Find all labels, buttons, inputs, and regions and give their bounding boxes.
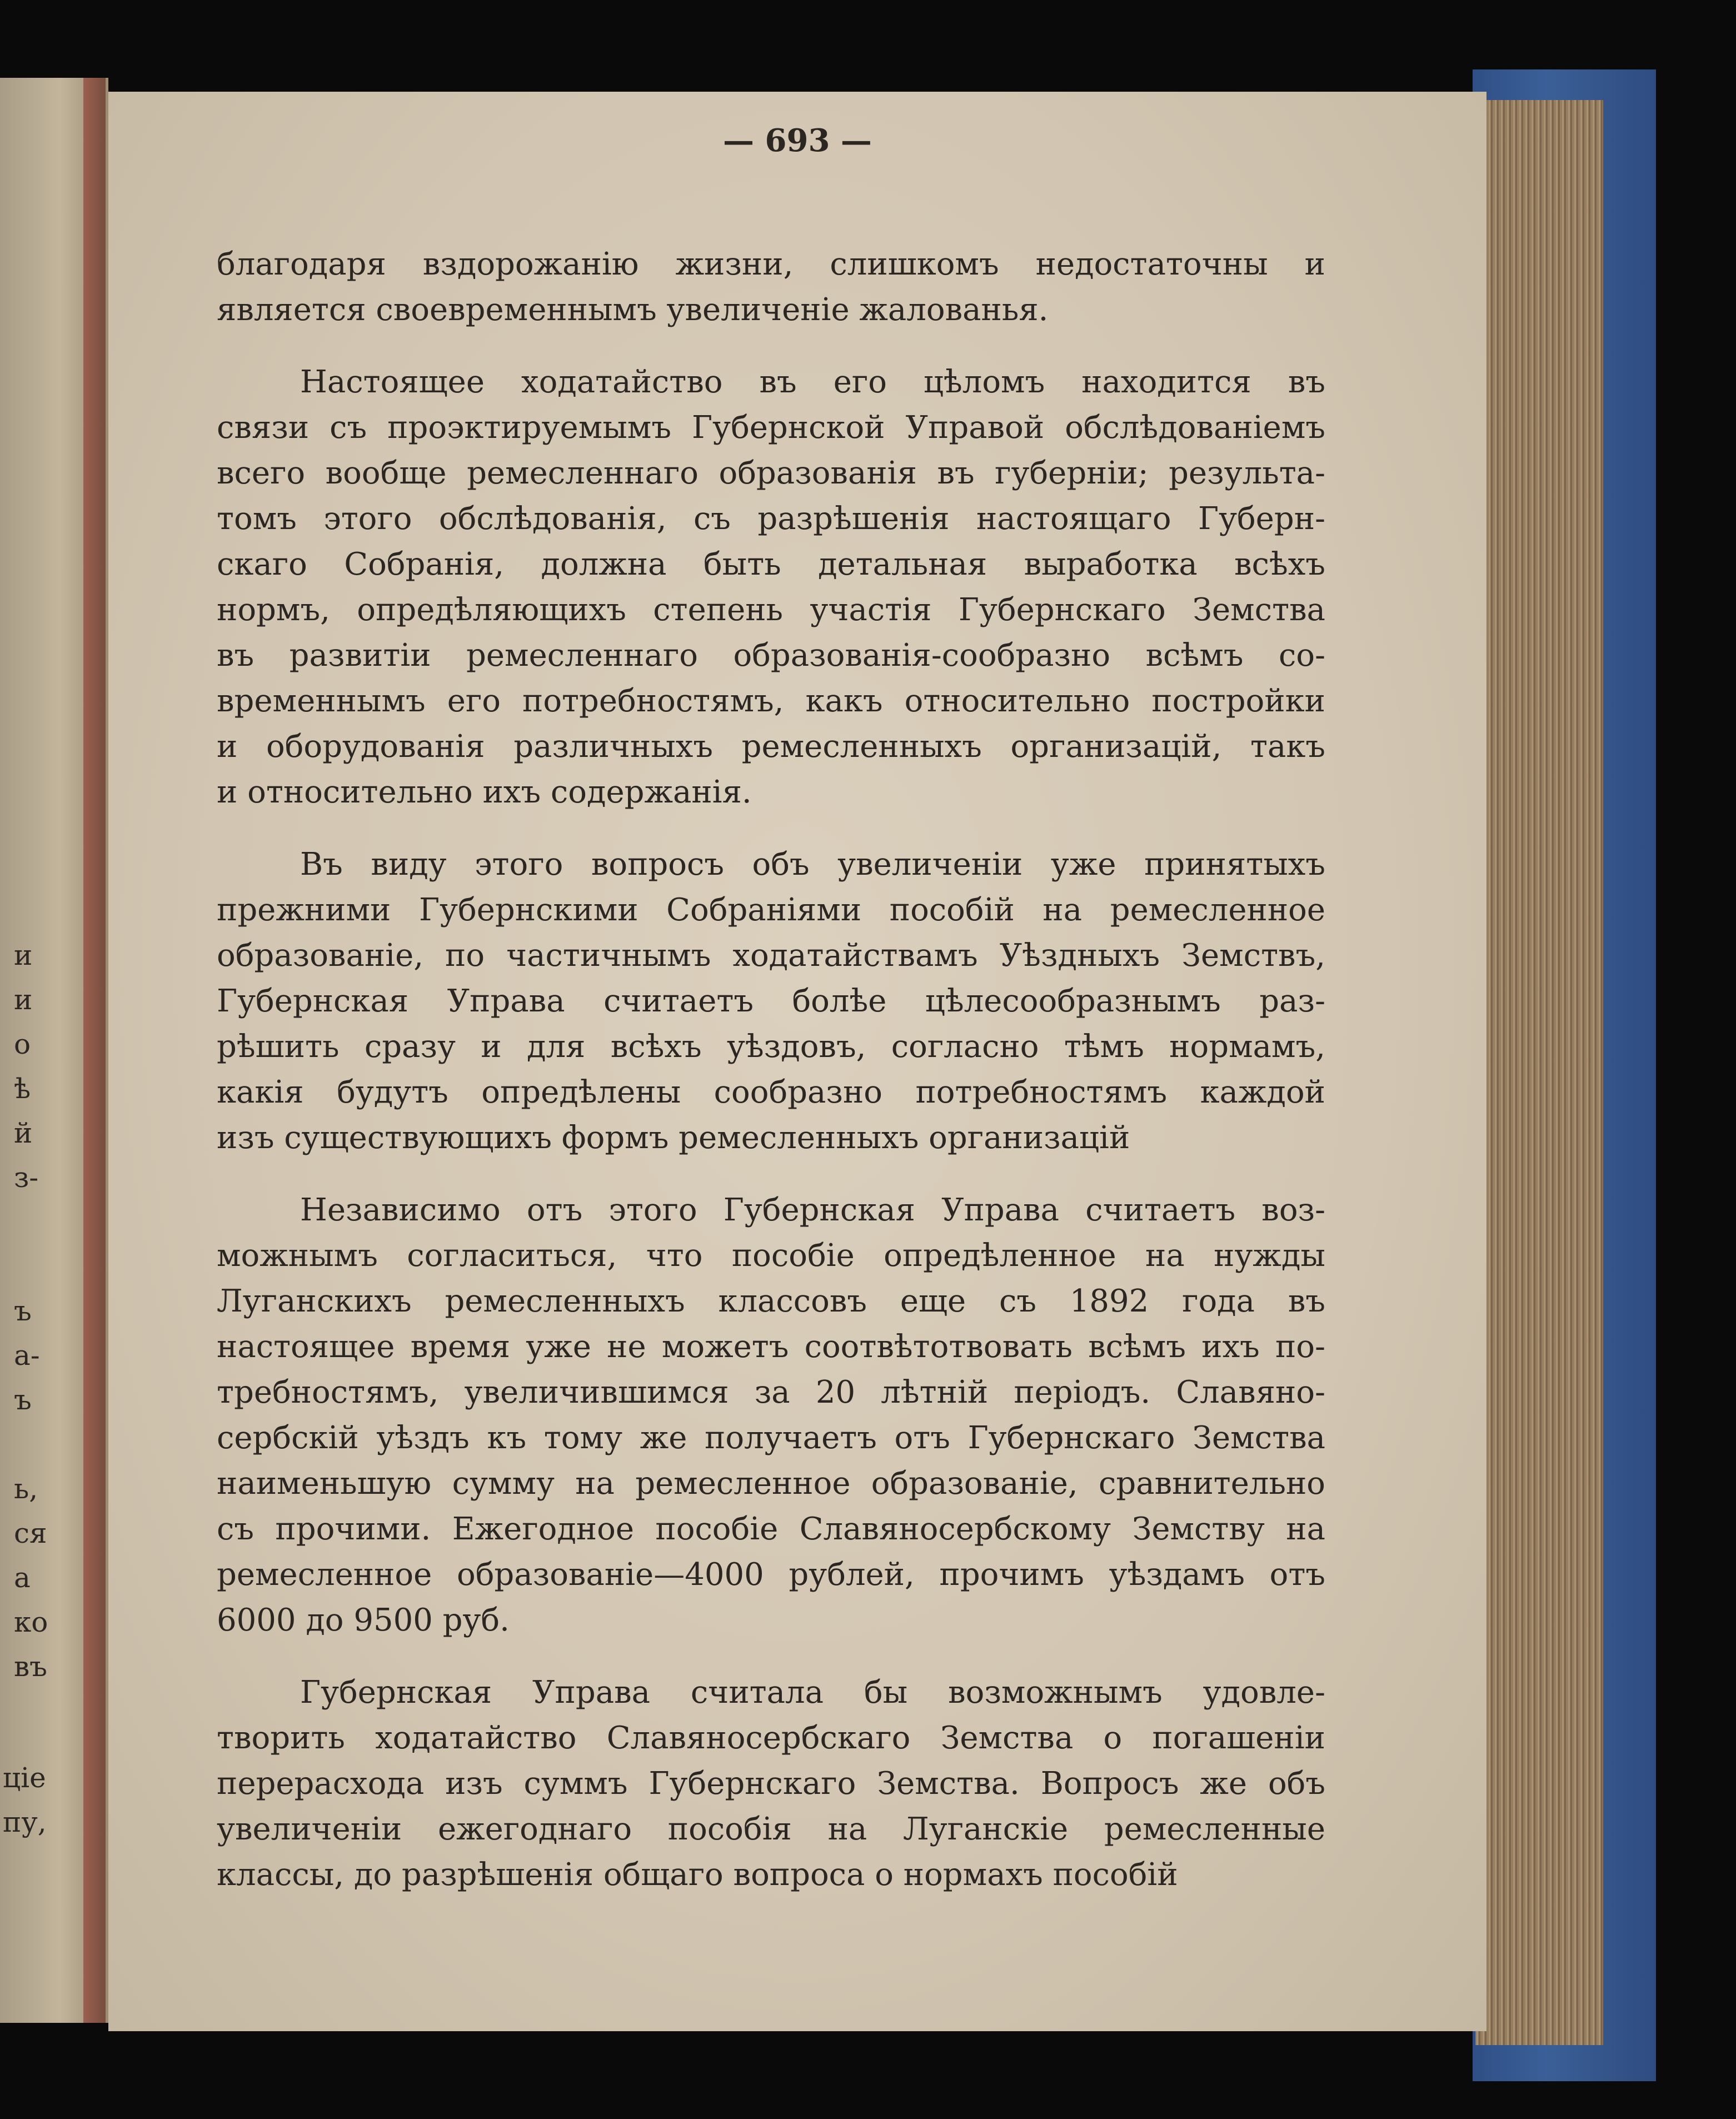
text-line: Луганскихъ ремесленныхъ классовъ еще съ 1892 года въ bbox=[217, 1283, 1325, 1319]
page-number: — 693 — bbox=[723, 122, 872, 159]
text-line: является своевременнымъ увеличеніе жалованья. bbox=[217, 292, 1049, 328]
text-line: сербскій уѣздъ къ тому же получаетъ отъ Губернскаго Земства bbox=[217, 1420, 1325, 1456]
text-line: настоящее время уже не можетъ соотвѣтотвовать всѣмъ ихъ по- bbox=[217, 1329, 1325, 1365]
document-page bbox=[108, 92, 1486, 2031]
text-line: Настоящее ходатайство въ его цѣломъ находится въ bbox=[300, 364, 1325, 400]
paragraph-gap bbox=[217, 333, 1325, 360]
previous-page-fragment: ся bbox=[14, 1517, 47, 1549]
text-line: требностямъ, увеличившимся за 20 лѣтній періодъ. Славяно- bbox=[217, 1374, 1325, 1410]
previous-page-fragment: ціе bbox=[3, 1762, 46, 1794]
previous-page-fragment: ъ bbox=[14, 1384, 32, 1416]
previous-page-fragment: и bbox=[14, 939, 33, 971]
text-line: какія будутъ опредѣлены сообразно потребностямъ каждой bbox=[217, 1074, 1325, 1110]
paragraph bbox=[217, 1188, 1325, 1643]
previous-page-fragment: ь, bbox=[14, 1473, 38, 1505]
previous-page-fragment: а- bbox=[14, 1339, 40, 1372]
text-line: прежними Губернскими Собраніями пособій на ремесленное bbox=[217, 892, 1325, 928]
paragraph-gap bbox=[217, 1161, 1325, 1188]
text-line: томъ этого обслѣдованія, съ разрѣшенія настоящаго Губерн- bbox=[217, 501, 1325, 537]
paragraph bbox=[217, 1670, 1325, 1898]
previous-page-fragment: и bbox=[14, 984, 33, 1016]
previous-page-fragment: ъ bbox=[14, 1295, 32, 1327]
previous-page-fragment: ѣ bbox=[14, 1073, 31, 1105]
text-line: можнымъ согласиться, что пособіе опредѣленное на нужды bbox=[217, 1238, 1325, 1274]
previous-page-fragment: пу, bbox=[3, 1806, 47, 1838]
paragraph-gap bbox=[217, 815, 1325, 842]
text-line: увеличеніи ежегоднаго пособія на Луганскіе ремесленные bbox=[217, 1811, 1325, 1847]
text-line: въ развитіи ремесленнаго образованія-сообразно всѣмъ со- bbox=[217, 637, 1325, 674]
paragraph bbox=[217, 842, 1325, 1161]
text-line: Независимо отъ этого Губернская Управа считаетъ воз- bbox=[300, 1192, 1325, 1228]
text-line: и относительно ихъ содержанія. bbox=[217, 774, 752, 810]
text-line: изъ существующихъ формъ ремесленныхъ организацій bbox=[217, 1120, 1130, 1156]
text-line: благодаря вздорожанію жизни, слишкомъ недостаточны и bbox=[217, 246, 1325, 282]
paragraph-gap bbox=[217, 1643, 1325, 1670]
text-line: всего вообще ремесленнаго образованія въ губерніи; результа- bbox=[217, 455, 1325, 491]
paragraph bbox=[217, 242, 1325, 333]
previous-page-fragment: а bbox=[14, 1562, 31, 1594]
body-text bbox=[217, 242, 1325, 1898]
text-line: Губернская Управа считала бы возможнымъ удовле- bbox=[300, 1674, 1325, 1711]
previous-page-fragment: ко bbox=[14, 1606, 48, 1638]
previous-page-fragment: о bbox=[14, 1028, 31, 1060]
previous-page-fragment: й bbox=[14, 1117, 33, 1149]
text-line: съ прочими. Ежегодное пособіе Славяносербскому Земству на bbox=[217, 1511, 1325, 1547]
text-line: нормъ, опредѣляющихъ степень участія Губернскаго Земства bbox=[217, 592, 1325, 628]
text-line: Въ виду этого вопросъ объ увеличеніи уже принятыхъ bbox=[300, 846, 1325, 882]
text-line: наименьшую сумму на ремесленное образованіе, сравнительно bbox=[217, 1465, 1325, 1502]
text-line: рѣшить сразу и для всѣхъ уѣздовъ, согласно тѣмъ нормамъ, bbox=[217, 1029, 1325, 1065]
text-line: и оборудованія различныхъ ремесленныхъ организацій, такъ bbox=[217, 729, 1325, 765]
text-line: скаго Собранія, должна быть детальная выработка всѣхъ bbox=[217, 546, 1325, 582]
text-line: образованіе, по частичнымъ ходатайствамъ Уѣздныхъ Земствъ, bbox=[217, 938, 1325, 974]
text-line: творить ходатайство Славяносербскаго Земства о погашеніи bbox=[217, 1720, 1325, 1756]
page-edges bbox=[1475, 100, 1603, 2045]
text-line: связи съ проэктируемымъ Губернской Управой обслѣдованіемъ bbox=[217, 410, 1325, 446]
text-line: 6000 до 9500 руб. bbox=[217, 1602, 510, 1638]
previous-page-fragment: з- bbox=[14, 1161, 39, 1194]
paragraph bbox=[217, 360, 1325, 815]
text-line: временнымъ его потребностямъ, какъ относительно постройки bbox=[217, 683, 1325, 719]
text-line: ремесленное образованіе—4000 рублей, прочимъ уѣздамъ отъ bbox=[217, 1557, 1325, 1593]
text-line: перерасхода изъ суммъ Губернскаго Земства. Вопросъ же объ bbox=[217, 1766, 1325, 1802]
text-line: Губернская Управа считаетъ болѣе цѣлесообразнымъ раз- bbox=[217, 983, 1325, 1019]
book-spine bbox=[83, 78, 106, 2023]
previous-page-fragment: въ bbox=[14, 1651, 47, 1683]
text-line: классы, до разрѣшенія общаго вопроса о нормахъ пособій bbox=[217, 1857, 1178, 1893]
